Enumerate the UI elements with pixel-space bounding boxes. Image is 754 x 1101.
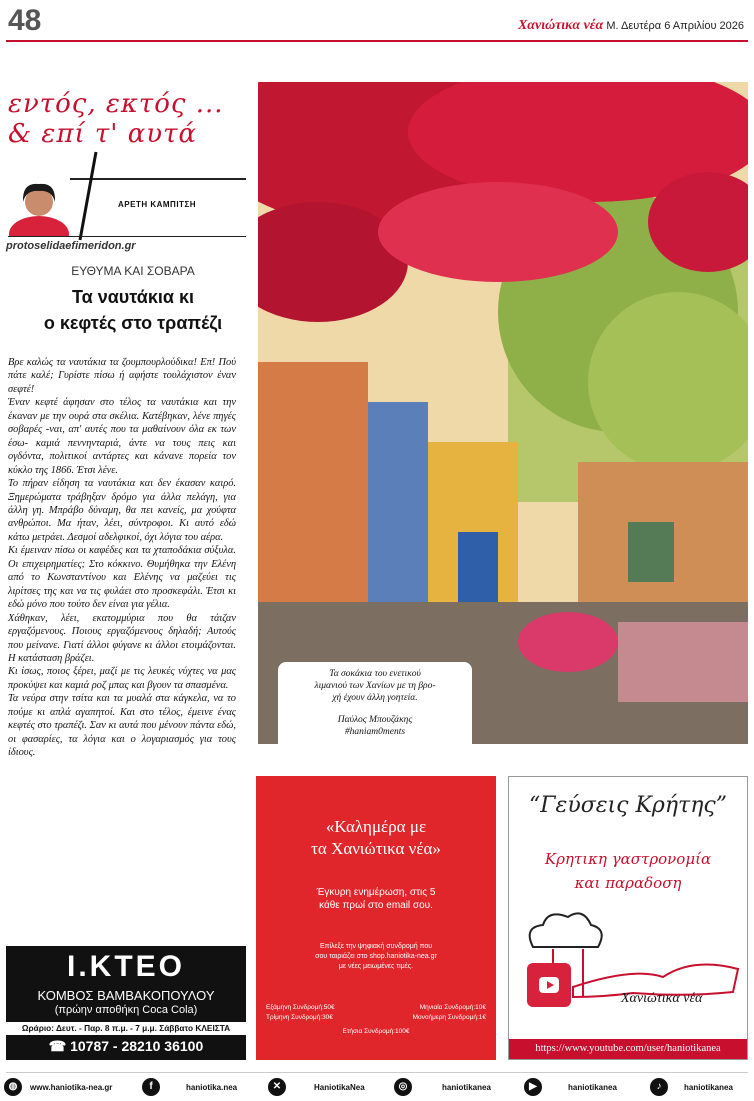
globe-icon: ◍ (4, 1078, 22, 1096)
page-number: 48 (8, 4, 42, 37)
crete-gastronomy-ad[interactable] (508, 776, 748, 1060)
ad-body-line: κάθε πρωί στο email σου. (319, 900, 433, 911)
kteo-logo: Ι.ΚΤΕΟ (66, 950, 185, 983)
watermark: protoselidaefimeridon.gr (6, 240, 136, 252)
caption-line: Τα σοκάκια του ενετικού (329, 669, 421, 679)
instagram-icon: ◎ (394, 1078, 412, 1096)
ad-small-line: Επίλεξε την ψηφιακή συνδρομή που (319, 943, 433, 950)
paper-name: Χανιώτικα νέα (517, 18, 604, 33)
kteo-ad[interactable] (6, 946, 246, 1060)
sub-1m: Μηνιαία Συνδρομή:10€ (419, 1004, 486, 1011)
x-icon: ✕ (268, 1078, 286, 1096)
footer (0, 1078, 754, 1098)
column-title-line1: εντός, εκτός ... (8, 89, 224, 119)
ad-crete-title: “Γεύσεις Κρήτης” (529, 793, 727, 818)
photo-hashtag: #haniam0ments (344, 727, 406, 737)
paragraph: Κι ίσως, ποιος ξέρει, μαζί με τις λευκές νύχτες να μας προκύψει και καμιά ροζ μπας και βγουν τα σπασμένα. (8, 666, 236, 691)
kteo-note: (πρώην αποθήκη Coca Cola) (54, 1004, 198, 1016)
caption-line: λιμανιού των Χανίων με τη βρο- (314, 681, 436, 691)
paragraph: Βρε καλώς τα ναυτάκια τα ζουμπουρλούδικα! Επ! Πού πάτε καλέ; Γυρίστε πίσω ή αφήστε τουλάχιστον έναν σεφτέ! (8, 357, 236, 395)
ad-body (266, 886, 486, 912)
footer-divider (6, 1072, 748, 1073)
ad-body-line: Έγκυρη ενημέρωση, στις 5 (316, 887, 436, 898)
footer-youtube[interactable]: haniotikanea (568, 1083, 617, 1092)
slash-decoration (74, 150, 100, 242)
street-photo (258, 82, 748, 744)
ad-crete-subline: και παραδοση (574, 874, 682, 892)
youtube-small-icon: ▶ (524, 1078, 542, 1096)
issue-date: Μ. Δευτέρα 6 Απριλίου 2026 (606, 20, 744, 32)
paragraph: Κι έμειναν πίσω οι καφέδες και τα χταποδάκια σύξυλα. Οι επιχειρηματίες; Στο κόκκινο. Θυμήθηκα την Ελένη από το Κωνσταντίνου και Ελένης να μαζεύει τις λιρίτσες της και να τις φυλάει στο προσκεφάλι. Έτσι κι εδώ μόνο που τούτο δεν είναι για γέλια. (8, 545, 236, 611)
headline-line2: ο κεφτές στο τραπέζι (43, 313, 223, 333)
subscription-ad[interactable] (256, 776, 496, 1060)
headline-line1: Τα ναυτάκια κι (71, 287, 195, 307)
kteo-phone[interactable] (6, 1038, 246, 1055)
kicker: ΕΥΘΥΜΑ ΚΑΙ ΣΟΒΑΡΑ (71, 264, 195, 278)
article-body (8, 356, 236, 760)
header-divider (6, 40, 748, 42)
ad-crete-logo: Χανιώτικα νέα (621, 991, 703, 1006)
ad-headline-line: «Καλημέρα με (325, 817, 427, 836)
ad-crete-subtitle (509, 847, 747, 895)
headline (8, 284, 258, 336)
ad-headline-line: τα Χανιώτικα νέα» (311, 839, 441, 858)
sub-3m: Τρίμηνη Συνδρομή:30€ (266, 1014, 333, 1021)
paragraph: Χάθηκαν, λέει, εκατομμύρια που θα τάιζαν εργαζόμενους. Ποιους εργαζόμενους δηλαδή; Αυτούς που μείνανε. Γιατί άλλοι φύγανε κι άλλοι ετοιμάζονται. Η κατάσταση βράζει. (8, 612, 236, 664)
sub-single: Μονοήμερη Συνδρομή:1€ (412, 1014, 486, 1021)
phone-icon: ☎ (48, 1038, 67, 1054)
footer-web[interactable]: www.haniotika-nea.gr (30, 1083, 113, 1092)
sub-year: Ετήσια Συνδρομή:100€ (342, 1028, 410, 1035)
footer-x[interactable]: HaniotikaNea (314, 1083, 365, 1092)
facebook-icon: f (142, 1078, 160, 1096)
photo-credit: Παύλος Μπουζάκης (337, 715, 413, 725)
footer-tiktok[interactable]: haniotikanea (684, 1083, 733, 1092)
tiktok-icon: ♪ (650, 1078, 668, 1096)
photo-caption (278, 662, 472, 752)
ad-crete-subline: Κρητικη γαστρονομία (544, 850, 712, 868)
avatar (8, 172, 70, 236)
author-rule-bottom (8, 236, 246, 237)
kteo-hours: Ωράριο: Δευτ. - Παρ. 8 π.μ. - 7 μ.μ. Σάββατο ΚΛΕΙΣΤΑ (6, 1022, 246, 1035)
paragraph: Τα νεύρα στην τσίτα και τα μυαλά στα κάγκελα, να το πούμε κι απλά αγαπητοί. Και στο τέλος, έμεινε ένας κεφτές στο τραπέζι. Σαν κι αυτά που μένουν πάντα εδώ, οι φασαρίες, τα λόγια και ο λογαριασμός για τους ίδιους. (8, 693, 236, 759)
ad-small (266, 942, 486, 972)
youtube-url[interactable]: https://www.youtube.com/user/haniotikanea (509, 1039, 747, 1059)
footer-instagram[interactable]: haniotikanea (442, 1083, 491, 1092)
column-title-line2: & επί τ' αυτά (8, 119, 198, 149)
kteo-location: ΚΟΜΒΟΣ ΒΑΜΒΑΚΟΠΟΥΛΟΥ (37, 988, 215, 1003)
paragraph: Το πήραν είδηση τα ναυτάκια και δεν έκασαν καιρό. Ξημερώματα τράβηξαν δρόμο για άλλα πελάγη, για άλλη γη. Μπράβο δύναμη, θα πει κανείς, μα χούφτα ανθρώποι. Μα ήταν, λέει, σύντροφοι. Κι αυτό εδώ κάτω μετράει. Δεσμοί αδελφικοί, όχι λόγια του αέρα. (8, 478, 236, 543)
author-name: ΑΡΕΤΗ ΚΑΜΠΙΤΣΗ (118, 200, 197, 209)
masthead-strip (518, 18, 744, 34)
caption-line: χή έχουν άλλη γοητεία. (332, 693, 418, 703)
footer-facebook[interactable]: haniotika.nea (186, 1083, 238, 1092)
kteo-phone-number: 10787 - 28210 36100 (70, 1038, 204, 1054)
ad-headline (256, 816, 496, 860)
ad-small-line: με νέες μειωμένες τιμές. (338, 963, 414, 970)
youtube-icon (527, 963, 571, 1007)
paragraph: Έναν κεφτέ άφησαν στο τέλος τα ναυτάκια και την έκαναν με την ουρά στα σκέλια. Κατέβηκαν, λένε πηγές σοβαρές -ναι, απ' αυτές που τα μαθαίνουν όλα εκ των έσω- καμιά πεννηνταριά, άντε να τους πεις και ογδόντα, πολιτικοί αντάρτες και κάνανε πορεία τον κύκλο της 1866. Έτσι λένε. (8, 397, 236, 476)
ad-small-line: σου ταιριάζει στο shop.haniotika-nea.gr (315, 953, 437, 960)
sub-6m: Εξάμηνη Συνδρομή:50€ (266, 1004, 335, 1011)
